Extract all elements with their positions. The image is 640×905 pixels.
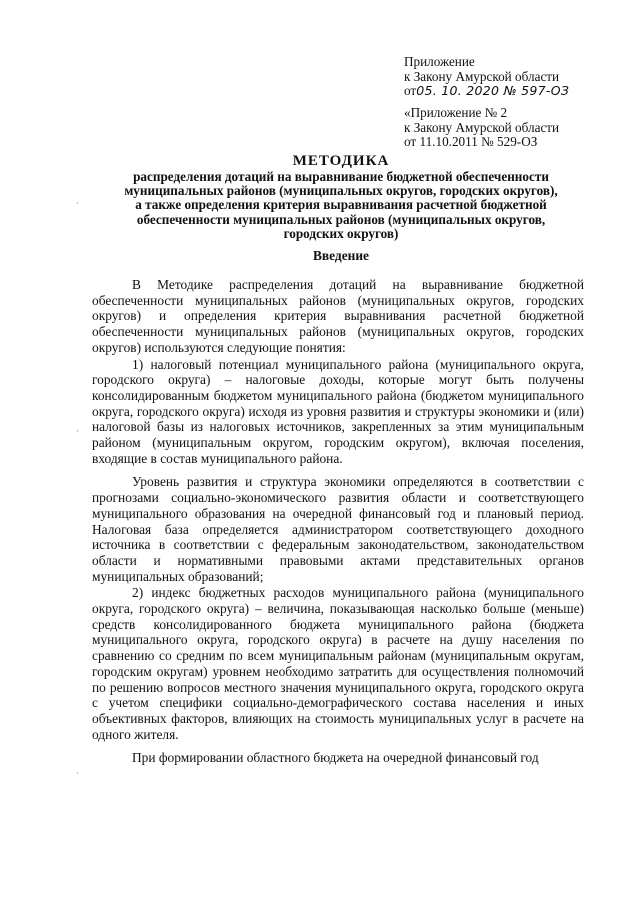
appendix-stamp-previous xyxy=(404,106,559,150)
appendix-line: «Приложение № 2 xyxy=(404,105,508,120)
paragraph: При формировании областного бюджета на очередной финансовый год xyxy=(132,750,539,766)
appendix-law-line: к Закону Амурской области xyxy=(404,119,560,135)
scan-speck: · xyxy=(76,198,79,208)
title-line: а также определения критерия выравнивания расчетной бюджетной xyxy=(135,197,547,213)
appendix-line: Приложение xyxy=(404,54,475,69)
appendix-date-line: от 11.10.2011 № 529-ОЗ xyxy=(404,134,538,149)
paragraph: 1) налоговый потенциал муниципального района (муниципального округа, городского округа) – налоговые доходы, которые могут быть получены консолидированным бюджетом муниципального района (бюджетом муниципального округа, городского округа) исходя из уровня развития и структуры экономики и (или) налоговой базы из налоговых источников, закрепленных за этим муниципальным районом (муниципальным округом, городским округом), включая поселения, входящие в состав муниципального района. xyxy=(92,356,584,466)
paragraph: Уровень развития и структура экономики определяются в соответствии с прогнозами социально-экономического развития области и соответствующего муниципального образования на очередной финансовый год и плановый период. Налоговая база определяется администратором соответствующего доходного источника в соответствии с федеральным законодательством, законодательством области и нормативными правовыми актами представительных органов муниципальных образований; xyxy=(92,474,584,584)
title-heading: МЕТОДИКА xyxy=(292,153,390,169)
handwritten-date-number: 05. 10. 2020 № 597-ОЗ xyxy=(416,83,570,98)
paragraph: 2) индекс бюджетных расходов муниципального района (муниципального округа, городского округа) – величина, показывающая насколько больше (меньше) средств консолидированного бюджета муниципального района (бюджета муниципального округа, городского округа) в расчете на душу населения по сравнению со средним по всем муниципальным районам (муниципальным округам, городским округам) уровнем необходимо затратить для осуществления полномочий по решению вопросов местного значения муниципального округа, городского округа с учетом специфики социально-демографического состава населения и иных объективных факторов, влияющих на стоимость муниципальных услуг в расчете на одного жителя. xyxy=(92,585,584,742)
document-body xyxy=(92,277,584,766)
paragraph: В Методике распределения дотаций на выравнивание бюджетной обеспеченности муниципальных районов (муниципальных округов, городских округов) и определения критерия выравнивания расчетной бюджетной обеспеченности муниципальных районов (муниципальных округов, городских округов) используются следующие понятия: xyxy=(92,277,584,355)
title-line: распределения дотаций на выравнивание бюджетной обеспеченности xyxy=(133,169,549,184)
title-line: муниципальных районов (муниципальных округов, городских округов), xyxy=(124,183,558,199)
scan-speck: · xyxy=(76,768,79,778)
scan-speck: · xyxy=(76,426,79,436)
appendix-law-line: к Закону Амурской области xyxy=(404,68,560,84)
document-title xyxy=(96,153,586,241)
date-prefix: от xyxy=(404,83,417,98)
appendix-stamp-current xyxy=(404,55,569,99)
title-line: городских округов) xyxy=(283,225,399,241)
appendix-date-line xyxy=(404,84,569,99)
title-line: обеспеченности муниципальных районов (муниципальных округов, xyxy=(136,211,546,227)
section-title: Введение xyxy=(312,248,370,263)
